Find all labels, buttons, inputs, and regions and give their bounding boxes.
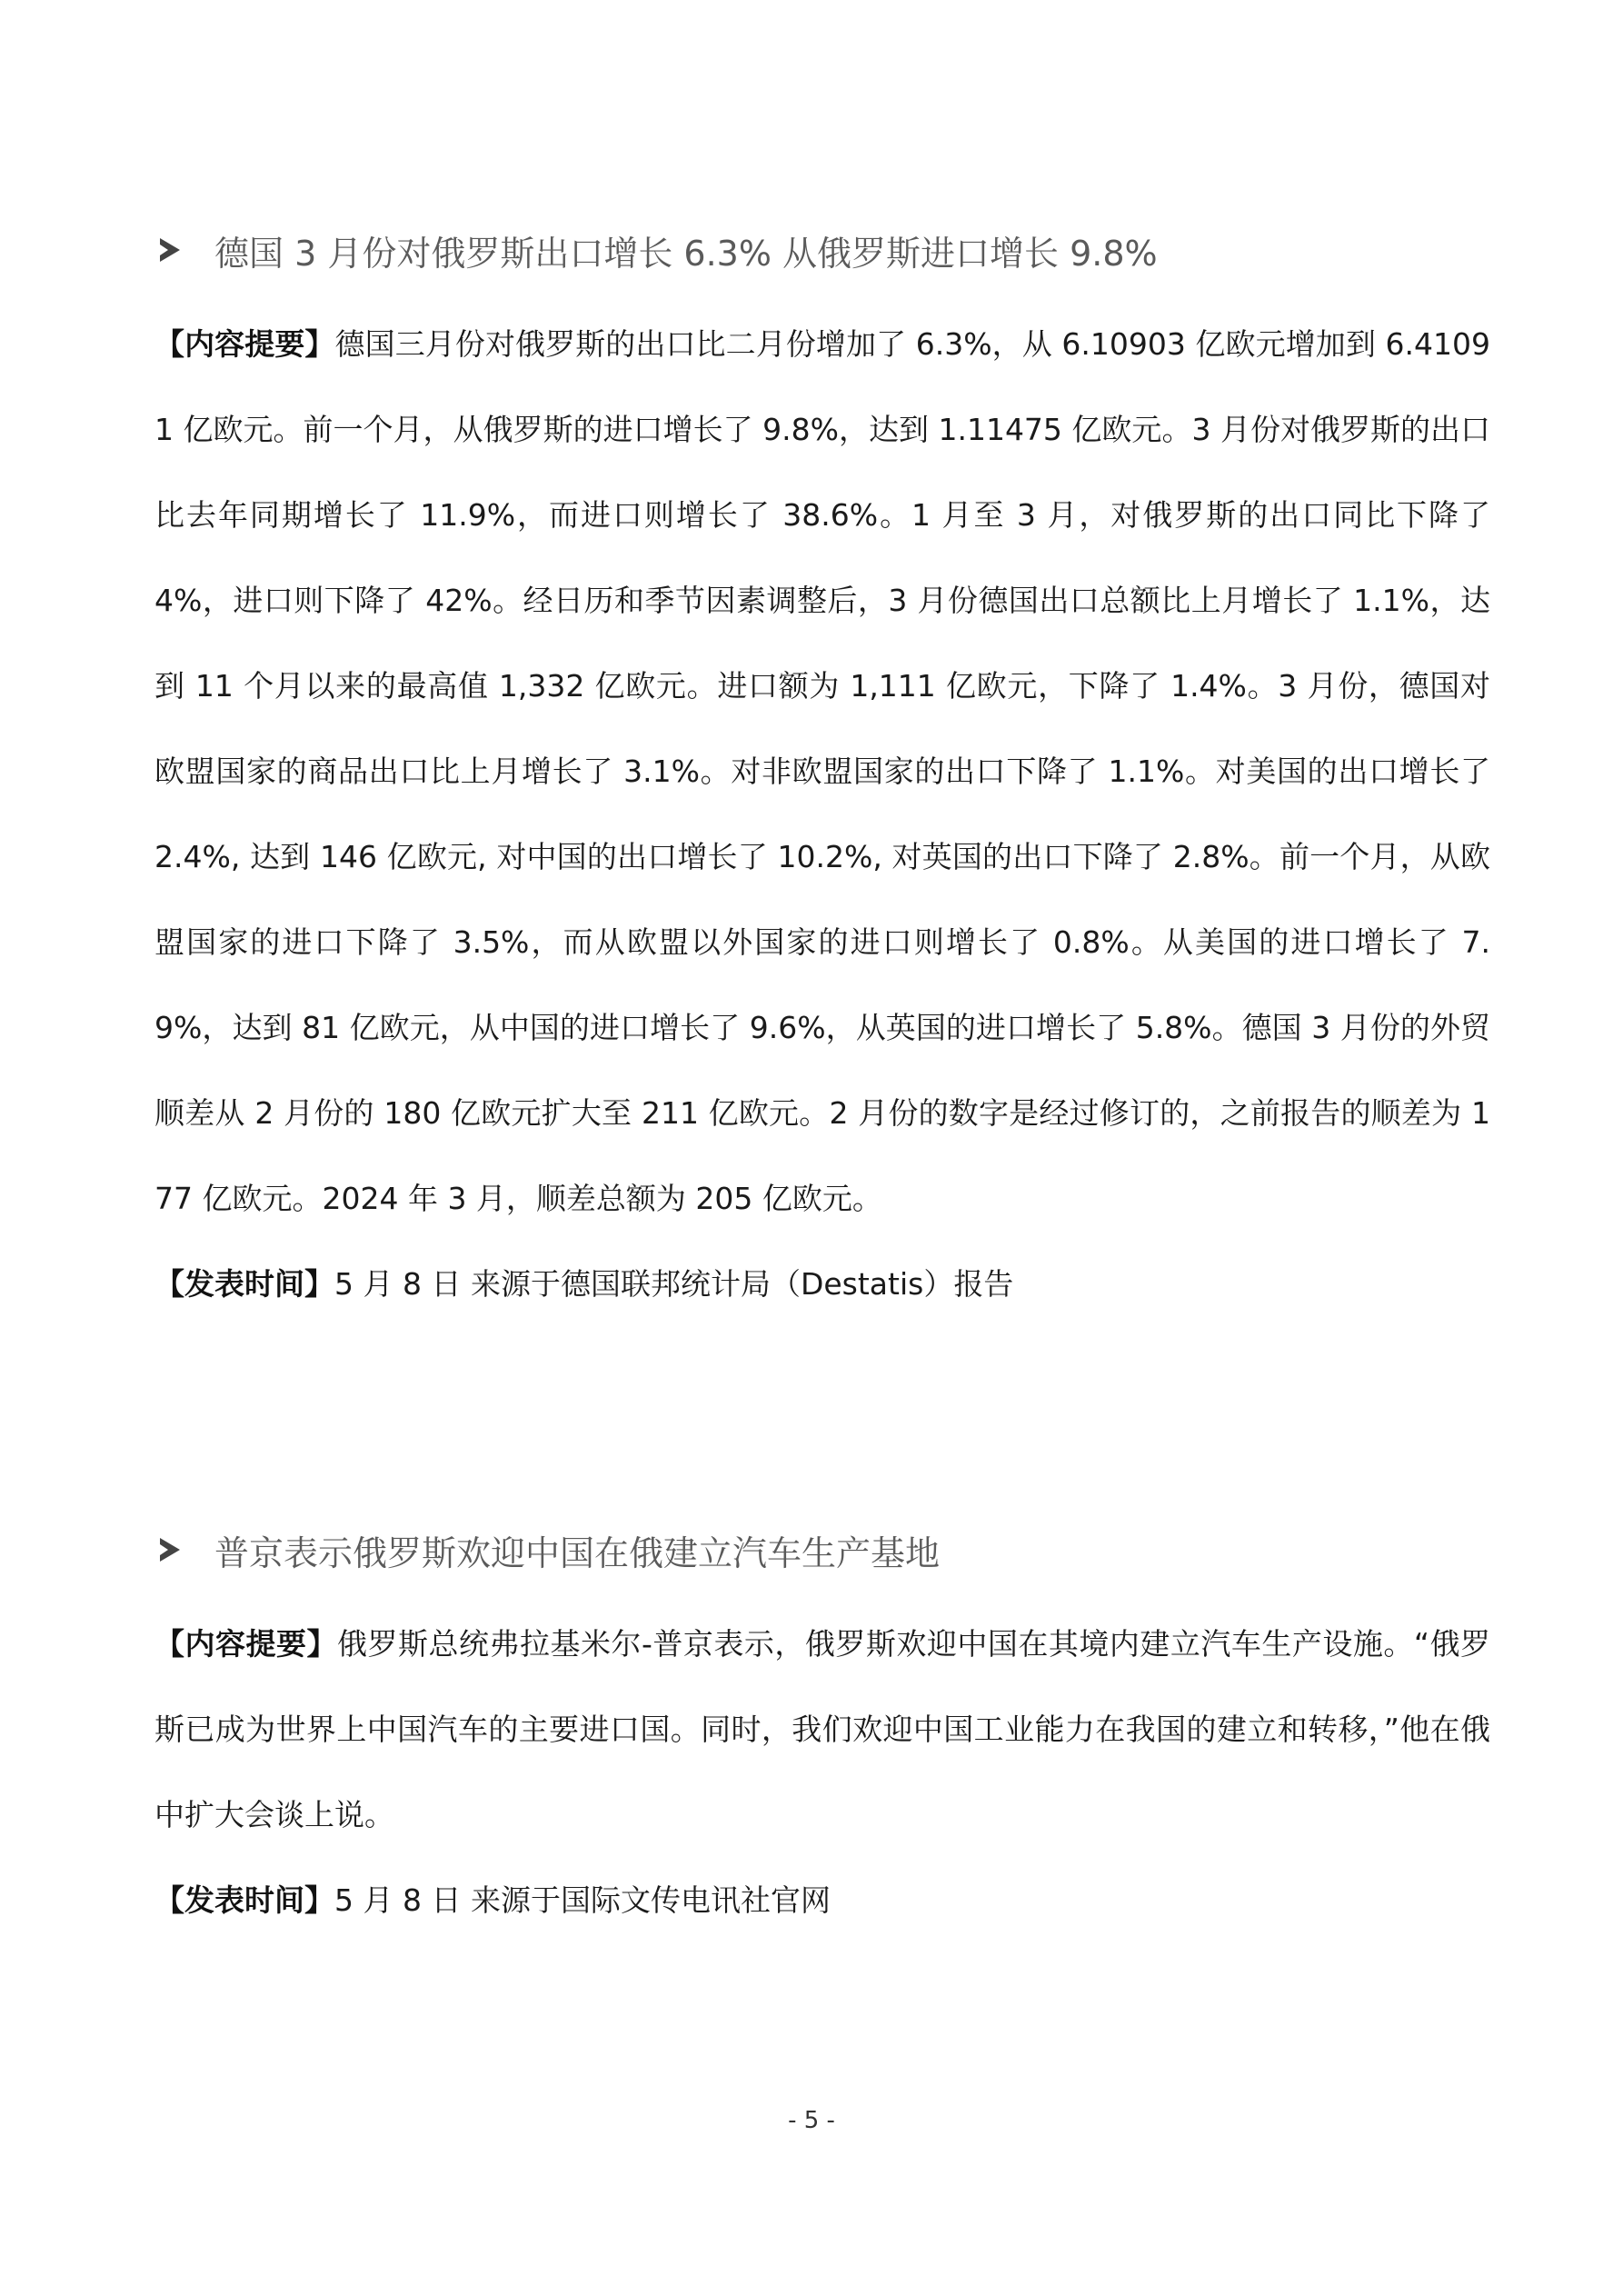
summary-text: 德国三月份对俄罗斯的出口比二月份增加了 6.3%，从 6.10903 亿欧元增加到 6.41091 亿欧元。前一个月，从俄罗斯的进口增长了 9.8%，达到 1.11475 亿欧元。3 月份对俄罗斯的出口比去年同期增长了 11.9%，而进口则增长了 38.6%。1 月至 3 月，对俄罗斯的出口同比下降了 4%，进口则下降了 42%。经日历和季节因素调整后，3 月份德国出口总额比上月增长了 1.1%，达到 11 个月以来的最高值 1,332 亿欧元。进口额为 1,111 亿欧元，下降了 1.4%。3 月份，德国对欧盟国家的商品出口比上月增长了 3.1%。对非欧盟国家的出口下降了 1.1%。对美国的出口增长了 2.4%, 达到 146 亿欧元, 对中国的出口增长了 10.2%, 对英国的出口下降了 2.8%。前一个月，从欧盟国家的进口下降了 3.5%，而从欧盟以外国家的进口则增长了 0.8%。从美国的进口增长了 7.9%，达到 81 亿欧元，从中国的进口增长了 9.6%，从英国的进口增长了 5.8%。德国 3 月份的外贸顺差从 2 月份的 180 亿欧元扩大至 211 亿欧元。2 月份的数字是经过修订的，之前报告的顺差为 177 亿欧元。2024 年 3 月，顺差总额为 205 亿欧元。 bbox=[154, 326, 1490, 1216]
arrow-bullet-icon bbox=[160, 238, 180, 262]
summary-label: 【内容提要】 bbox=[154, 326, 335, 362]
published-label: 【发表时间】 bbox=[154, 1266, 334, 1302]
article-headline-text: 德国 3 月份对俄罗斯出口增长 6.3% 从俄罗斯进口增长 9.8% bbox=[214, 233, 1158, 274]
arrow-bullet-icon bbox=[160, 1538, 180, 1562]
published-label: 【发表时间】 bbox=[154, 1882, 334, 1918]
article-published bbox=[154, 1242, 1490, 1327]
article-published bbox=[154, 1858, 1490, 1943]
published-text: 5 月 8 日 来源于德国联邦统计局（Destatis）报告 bbox=[334, 1266, 1014, 1302]
published-text: 5 月 8 日 来源于国际文传电讯社官网 bbox=[334, 1882, 831, 1918]
summary-label: 【内容提要】 bbox=[154, 1626, 337, 1662]
article-headline bbox=[154, 1518, 1490, 1582]
article-summary bbox=[154, 1602, 1490, 1858]
article-headline bbox=[154, 218, 1490, 282]
article-headline-text: 普京表示俄罗斯欢迎中国在俄建立汽车生产基地 bbox=[214, 1532, 941, 1573]
summary-text: 俄罗斯总统弗拉基米尔-普京表示，俄罗斯欢迎中国在其境内建立汽车生产设施。“俄罗斯已成为世界上中国汽车的主要进口国。同时，我们欢迎中国工业能力在我国的建立和转移，”他在俄中扩大会谈上说。 bbox=[154, 1626, 1490, 1832]
article-summary bbox=[154, 302, 1490, 1242]
news-article bbox=[154, 218, 1490, 1327]
page-number: - 5 - bbox=[788, 2107, 835, 2134]
news-article bbox=[154, 1518, 1490, 1943]
